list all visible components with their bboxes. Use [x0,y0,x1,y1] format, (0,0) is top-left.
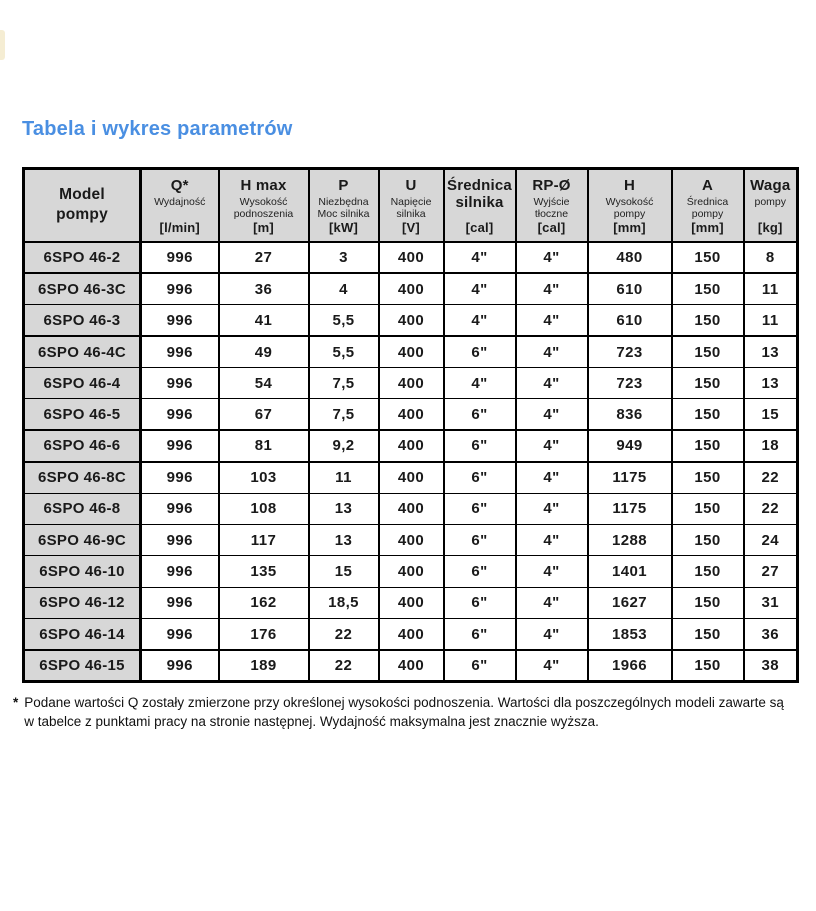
column-header-q: Q* Wydajność [l/min] [141,169,219,242]
value-cell-waga: 22 [744,462,798,493]
value-cell-rp: 4" [516,524,588,555]
value-cell-h: 723 [588,336,672,367]
value-cell-rp: 4" [516,619,588,650]
value-cell-q: 996 [141,493,219,524]
value-cell-srednica-silnika: 6" [444,336,516,367]
value-cell-u: 400 [379,524,444,555]
value-cell-a: 150 [672,619,744,650]
parameters-table-wrap [22,167,799,683]
value-cell-q: 996 [141,399,219,430]
value-cell-p: 22 [309,619,379,650]
value-cell-u: 400 [379,430,444,461]
column-header-srednica-silnika: Średnica silnika [cal] [444,169,516,242]
value-cell-p: 22 [309,650,379,681]
value-cell-p: 9,2 [309,430,379,461]
value-cell-waga: 31 [744,587,798,618]
value-cell-a: 150 [672,367,744,398]
value-cell-p: 5,5 [309,336,379,367]
value-cell-waga: 15 [744,399,798,430]
value-cell-q: 996 [141,367,219,398]
value-cell-rp: 4" [516,273,588,304]
value-cell-a: 150 [672,399,744,430]
value-cell-rp: 4" [516,650,588,681]
value-cell-h: 1627 [588,587,672,618]
value-cell-srednica-silnika: 6" [444,430,516,461]
value-cell-p: 18,5 [309,587,379,618]
value-cell-u: 400 [379,462,444,493]
value-cell-srednica-silnika: 4" [444,242,516,273]
value-cell-hmax: 103 [219,462,309,493]
table-row [24,462,798,493]
value-cell-srednica-silnika: 6" [444,650,516,681]
value-cell-q: 996 [141,556,219,587]
table-row [24,305,798,336]
value-cell-a: 150 [672,242,744,273]
footnote-text [24,694,784,732]
column-header-rp: RP-Ø Wyjście tłoczne [cal] [516,169,588,242]
value-cell-p: 7,5 [309,399,379,430]
footnote-marker: * [13,695,19,710]
value-cell-q: 996 [141,587,219,618]
model-cell: 6SPO 46-14 [24,619,141,650]
table-row [24,650,798,681]
table-row [24,493,798,524]
column-header-a: A Średnica pompy [mm] [672,169,744,242]
table-row [24,273,798,304]
value-cell-a: 150 [672,430,744,461]
value-cell-srednica-silnika: 6" [444,619,516,650]
model-cell: 6SPO 46-4C [24,336,141,367]
value-cell-u: 400 [379,587,444,618]
value-cell-waga: 27 [744,556,798,587]
value-cell-srednica-silnika: 4" [444,305,516,336]
table-row [24,430,798,461]
model-cell: 6SPO 46-8 [24,493,141,524]
model-cell: 6SPO 46-6 [24,430,141,461]
value-cell-u: 400 [379,367,444,398]
value-cell-a: 150 [672,462,744,493]
value-cell-srednica-silnika: 4" [444,273,516,304]
table-row [24,619,798,650]
value-cell-u: 400 [379,493,444,524]
value-cell-a: 150 [672,273,744,304]
table-header-row [24,169,798,242]
value-cell-waga: 11 [744,305,798,336]
value-cell-h: 480 [588,242,672,273]
value-cell-srednica-silnika: 4" [444,367,516,398]
value-cell-rp: 4" [516,305,588,336]
value-cell-h: 610 [588,273,672,304]
value-cell-srednica-silnika: 6" [444,493,516,524]
value-cell-h: 1175 [588,493,672,524]
model-cell: 6SPO 46-9C [24,524,141,555]
value-cell-u: 400 [379,556,444,587]
value-cell-a: 150 [672,493,744,524]
value-cell-a: 150 [672,305,744,336]
value-cell-hmax: 81 [219,430,309,461]
value-cell-p: 4 [309,273,379,304]
value-cell-hmax: 36 [219,273,309,304]
column-header-h: H Wysokość pompy [mm] [588,169,672,242]
value-cell-rp: 4" [516,556,588,587]
value-cell-srednica-silnika: 6" [444,399,516,430]
table-row [24,336,798,367]
parameters-table [22,167,799,683]
table-body [24,242,798,681]
value-cell-waga: 13 [744,367,798,398]
model-cell: 6SPO 46-12 [24,587,141,618]
value-cell-hmax: 189 [219,650,309,681]
value-cell-hmax: 117 [219,524,309,555]
value-cell-hmax: 67 [219,399,309,430]
column-header-waga: Waga pompy [kg] [744,169,798,242]
value-cell-p: 11 [309,462,379,493]
value-cell-waga: 36 [744,619,798,650]
model-cell: 6SPO 46-5 [24,399,141,430]
value-cell-waga: 22 [744,493,798,524]
model-cell: 6SPO 46-4 [24,367,141,398]
value-cell-q: 996 [141,619,219,650]
value-cell-rp: 4" [516,430,588,461]
value-cell-h: 949 [588,430,672,461]
value-cell-a: 150 [672,650,744,681]
value-cell-hmax: 176 [219,619,309,650]
value-cell-h: 1966 [588,650,672,681]
value-cell-rp: 4" [516,587,588,618]
value-cell-q: 996 [141,650,219,681]
value-cell-rp: 4" [516,399,588,430]
value-cell-hmax: 54 [219,367,309,398]
value-cell-u: 400 [379,305,444,336]
value-cell-h: 836 [588,399,672,430]
model-cell: 6SPO 46-10 [24,556,141,587]
value-cell-q: 996 [141,242,219,273]
value-cell-hmax: 27 [219,242,309,273]
value-cell-hmax: 135 [219,556,309,587]
value-cell-hmax: 49 [219,336,309,367]
value-cell-p: 3 [309,242,379,273]
value-cell-waga: 13 [744,336,798,367]
model-cell: 6SPO 46-3C [24,273,141,304]
value-cell-q: 996 [141,273,219,304]
value-cell-h: 723 [588,367,672,398]
table-row [24,242,798,273]
footnote-line-1: Podane wartości Q zostały zmierzone przy określonej wysokości podnoszenia. Wartości dla poszczególnych modeli zawarte są [24,695,784,710]
value-cell-p: 13 [309,524,379,555]
footnote [13,694,807,732]
value-cell-a: 150 [672,587,744,618]
value-cell-h: 1175 [588,462,672,493]
value-cell-h: 1853 [588,619,672,650]
column-header-model: Model pompy [24,169,141,242]
value-cell-waga: 38 [744,650,798,681]
column-header-u: U Napięcie silnika [V] [379,169,444,242]
value-cell-u: 400 [379,273,444,304]
value-cell-u: 400 [379,650,444,681]
table-row [24,399,798,430]
table-row [24,556,798,587]
page-title: Tabela i wykres parametrów [22,118,293,140]
value-cell-p: 7,5 [309,367,379,398]
value-cell-a: 150 [672,524,744,555]
model-cell: 6SPO 46-15 [24,650,141,681]
value-cell-hmax: 108 [219,493,309,524]
model-cell: 6SPO 46-8C [24,462,141,493]
value-cell-u: 400 [379,242,444,273]
table-row [24,587,798,618]
table-row [24,367,798,398]
value-cell-a: 150 [672,336,744,367]
value-cell-waga: 8 [744,242,798,273]
value-cell-rp: 4" [516,336,588,367]
value-cell-rp: 4" [516,462,588,493]
value-cell-p: 15 [309,556,379,587]
left-edge-accent [0,30,5,60]
table-header [24,169,798,242]
value-cell-hmax: 162 [219,587,309,618]
value-cell-hmax: 41 [219,305,309,336]
value-cell-h: 1401 [588,556,672,587]
value-cell-q: 996 [141,336,219,367]
value-cell-h: 1288 [588,524,672,555]
column-header-hmax: H max Wysokość podnoszenia [m] [219,169,309,242]
value-cell-rp: 4" [516,242,588,273]
value-cell-waga: 18 [744,430,798,461]
value-cell-p: 5,5 [309,305,379,336]
value-cell-q: 996 [141,430,219,461]
value-cell-p: 13 [309,493,379,524]
value-cell-srednica-silnika: 6" [444,462,516,493]
model-cell: 6SPO 46-3 [24,305,141,336]
model-cell: 6SPO 46-2 [24,242,141,273]
value-cell-srednica-silnika: 6" [444,556,516,587]
value-cell-a: 150 [672,556,744,587]
footnote-line-2: w tabelce z punktami pracy na stronie następnej. Wydajność maksymalna jest znacznie wyższa. [24,713,599,729]
value-cell-h: 610 [588,305,672,336]
value-cell-waga: 24 [744,524,798,555]
value-cell-srednica-silnika: 6" [444,587,516,618]
value-cell-waga: 11 [744,273,798,304]
value-cell-q: 996 [141,462,219,493]
column-header-p: P Niezbędna Moc silnika [kW] [309,169,379,242]
value-cell-u: 400 [379,619,444,650]
table-row [24,524,798,555]
value-cell-u: 400 [379,399,444,430]
value-cell-u: 400 [379,336,444,367]
value-cell-srednica-silnika: 6" [444,524,516,555]
value-cell-rp: 4" [516,367,588,398]
value-cell-rp: 4" [516,493,588,524]
value-cell-q: 996 [141,524,219,555]
value-cell-q: 996 [141,305,219,336]
